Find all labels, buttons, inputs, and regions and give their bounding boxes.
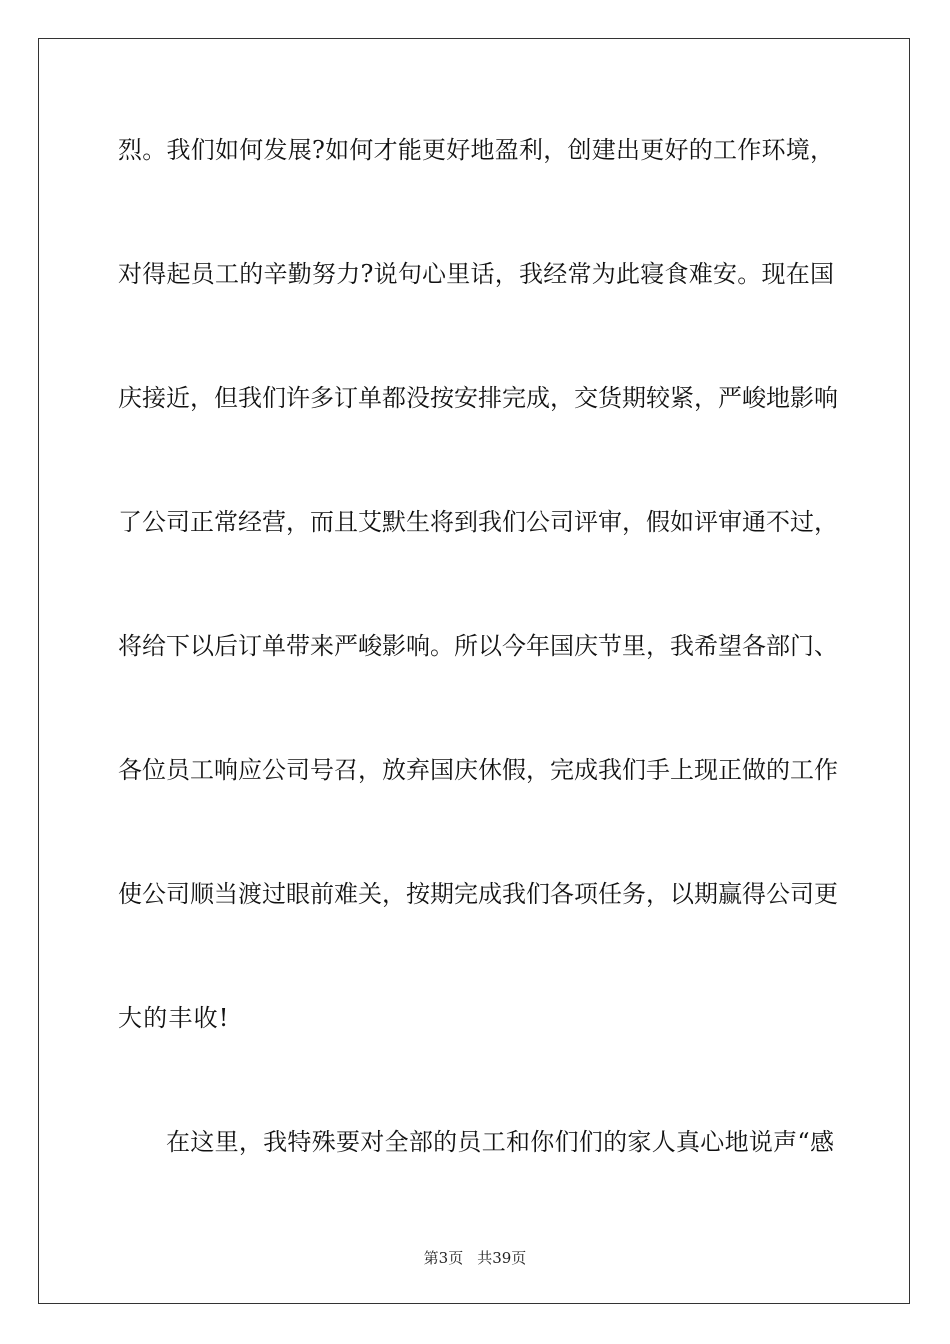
paragraph-line: 庆接近，但我们许多订单都没按安排完成，交货期较紧，严峻地影响 (118, 384, 838, 412)
page-border (38, 38, 910, 1304)
page-number: 第3页 (423, 1249, 464, 1267)
page-total: 共39页 (477, 1249, 527, 1267)
paragraph-first-line: 在这里，我特殊要对全部的员工和你们们的家人真心地说声“感 (166, 1128, 834, 1156)
paragraph-line: 使公司顺当渡过眼前难关，按期完成我们各项任务，以期赢得公司更 (118, 880, 838, 908)
paragraph-line: 烈。我们如何发展?如何才能更好地盈利，创建出更好的工作环境， (118, 136, 834, 164)
paragraph-line: 了公司正常经营，而且艾默生将到我们公司评审，假如评审通不过， (118, 508, 838, 536)
page-footer (0, 1248, 950, 1268)
paragraph-line: 对得起员工的辛勤努力?说句心里话，我经常为此寝食难安。现在国 (118, 260, 834, 288)
paragraph-line: 各位员工响应公司号召，放弃国庆休假，完成我们手上现正做的工作 (118, 756, 838, 784)
paragraph-line: 将给下以后订单带来严峻影响。所以今年国庆节里，我希望各部门、 (118, 632, 838, 660)
paragraph-line: 大的丰收! (118, 1004, 230, 1032)
